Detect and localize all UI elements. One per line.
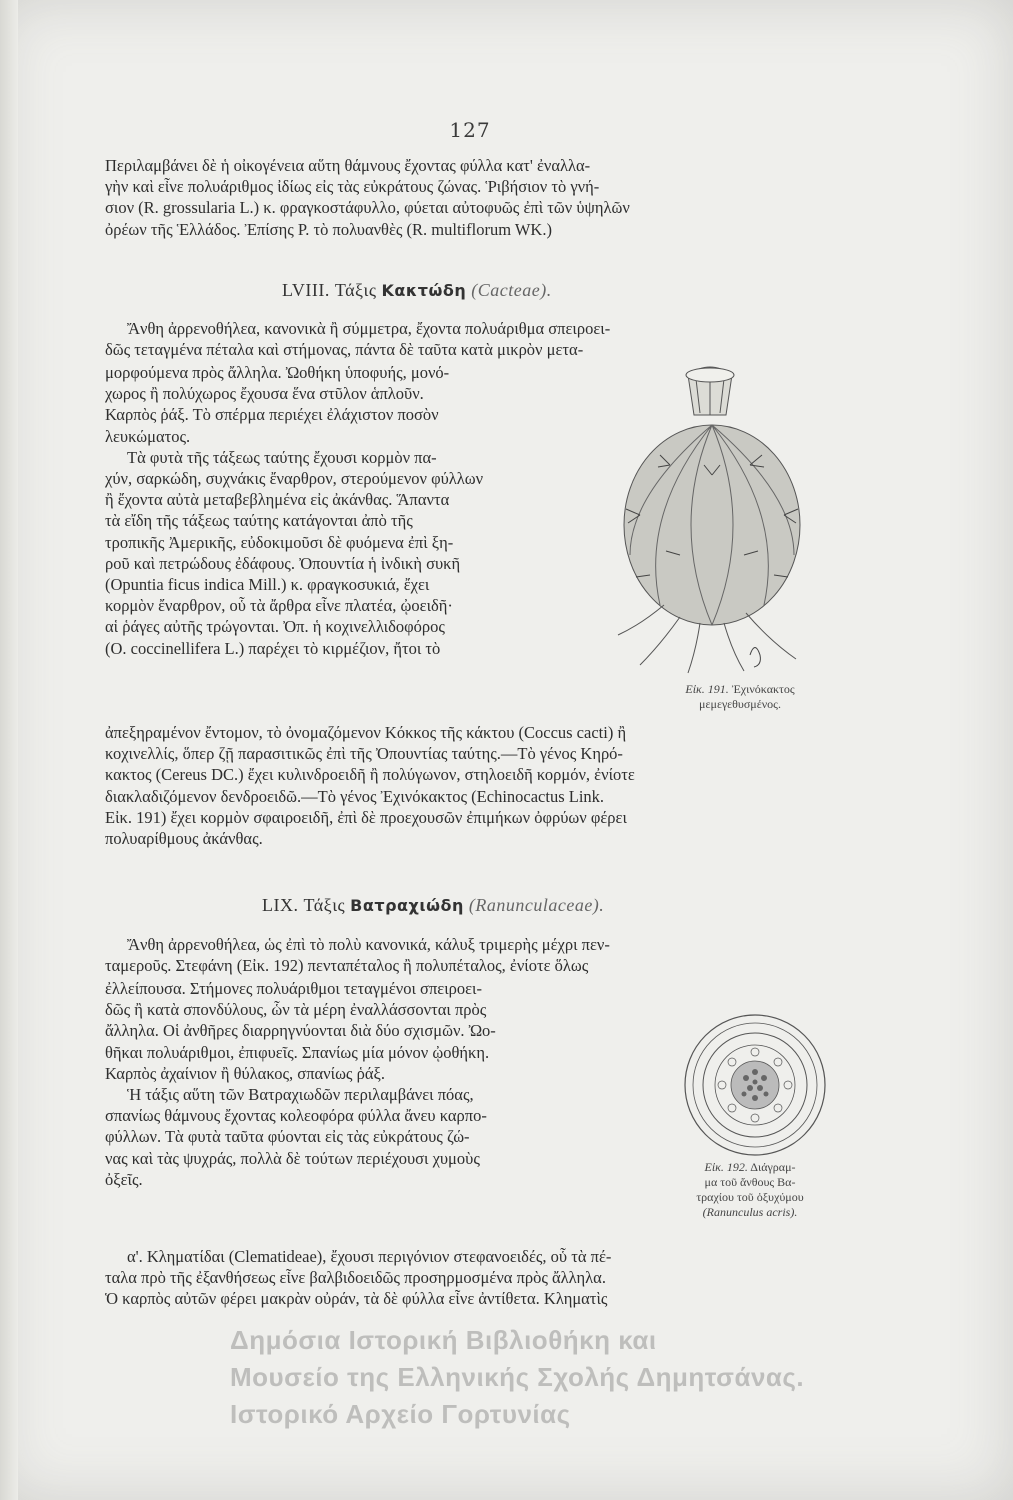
caption-text: Διάγραμ- [750, 1160, 796, 1174]
text-line: νας καὶ τὰς ψυχράς, πολλὰ δὲ τούτων περιέχουσι χυμοὺς [105, 1148, 480, 1168]
section-number: LIX. Τάξις [262, 895, 346, 915]
cacteae-column [105, 362, 575, 659]
text-line: ἐλλείπουσα. Στήμονες πολυάριθμοι τεταγμένοι σπειροει- [105, 979, 482, 998]
text-line: Καρπὸς ἀχαίνιον ἢ θύλακος, σπανίως ῥάξ. [105, 1063, 385, 1083]
library-watermark-line: Μουσείο της Ελληνικής Σχολής Δημητσάνας. [230, 1362, 805, 1392]
text-line: Καρπὸς ῥάξ. Τὸ σπέρμα περιέχει ἐλάχιστον ποσὸν [105, 405, 439, 425]
text-line: Ἄνθη ἀρρενοθήλεα, ὡς ἐπὶ τὸ πολὺ κανονικά, κάλυξ τριμερὴς μέχρι πεν- [127, 935, 610, 954]
text-line: ὀρέων τῆς Ἑλλάδος. Ἐπίσης Ρ. τὸ πολυανθὲς (R. multiflorum WK.) [105, 219, 552, 239]
text-line: σιον (R. grossularia L.) κ. φραγκοστάφυλλο, φύεται αὐτοφυῶς ἐπὶ τῶν ὑψηλῶν [105, 198, 630, 218]
echinocactus-illustration [600, 355, 825, 675]
section-heading-ranunculaceae [262, 895, 604, 916]
caption-text: Ἐχινόκακτος [731, 682, 795, 696]
text-line: χωρος ἢ πολύχωρος ἔχουσα ἕνα στῦλον ἁπλοῦν. [105, 384, 424, 404]
text-line: (Opuntia ficus indica Mill.) κ. φραγκοσυκιά, ἔχει [105, 575, 430, 595]
section-latin: (Cacteae). [471, 280, 552, 300]
section-number: LVIII. Τάξις [282, 280, 377, 300]
figure-label: Εἰκ. 191. [685, 682, 729, 696]
cacteae-continuation [105, 722, 840, 849]
caption-text: τραχίου τοῦ ὀξυχύμου [696, 1190, 804, 1204]
text-line: δῶς τεταγμένα πέταλα καὶ στήμονας, πάντα δὲ ταῦτα κατὰ μικρὸν μετα- [105, 340, 584, 360]
text-line: ροῦ καὶ πετρώδους ἐδάφους. Ὀπουντία ἡ ἰνδικὴ συκῆ [105, 553, 461, 573]
ranunculaceae-intro [105, 934, 840, 976]
text-line: γὴν καὶ εἶνε πολυάριθμος ἰδίως εἰς τὰς εὐκράτους ζώνας. Ῥιβήσιον τὸ γνή- [105, 177, 600, 197]
text-line: τὰ εἴδη τῆς τάξεως ταύτης κατάγονται ἀπὸ τῆς [105, 511, 413, 531]
text-line: Τὰ φυτὰ τῆς τάξεως ταύτης ἔχουσι κορμὸν πα- [127, 447, 437, 467]
text-line: διακλαδιζόμενον δενδροειδῶ.—Τὸ γένος Ἐχινόκακτος (Echinocactus Link. [105, 786, 605, 806]
caption-text: (Ranunculus acris). [702, 1205, 798, 1219]
caption-text: μα τοῦ ἄνθους Βα- [704, 1175, 796, 1189]
text-line: Εἰκ. 191) ἔχει κορμὸν σφαιροειδῆ, ἐπὶ δὲ προεχουσῶν ἐπιμήκων ὀφρύων φέρει [105, 807, 627, 827]
section-title: Κακτώδη [381, 281, 467, 300]
text-line: μορφούμενα πρὸς ἄλληλα. Ὠοθήκη ὑποφυής, μονό- [105, 363, 450, 382]
top-paragraph [105, 155, 840, 240]
text-line: φύλλων. Τὰ φυτὰ ταῦτα φύονται εἰς τὰς εὐκράτους ζώ- [105, 1127, 470, 1147]
caption-text: μεμεγεθυσμένος. [699, 697, 781, 711]
text-line: (O. coccinellifera L.) παρέχει τὸ κιρμέζιον, ἤτοι τὸ [105, 638, 441, 658]
text-line: πολυαρίθμους ἀκάνθας. [105, 829, 263, 849]
text-line: δῶς ἢ κατὰ σπονδύλους, ὧν τὰ μέρη ἐναλλάσσονται πρὸς [105, 1000, 487, 1020]
text-line: σπανίως θάμνους ἔχοντας κολεοφόρα φύλλα ἄνευ καρπο- [105, 1106, 487, 1126]
library-watermark-line: Ιστορικό Αρχείο Γορτυνίας [230, 1399, 571, 1429]
text-line: ἄλληλα. Οἱ ἀνθῆρες διαρρηγνύονται διὰ δύο σχισμῶν. Ὠο- [105, 1021, 496, 1041]
text-line: Περιλαμβάνει δὲ ἡ οἰκογένεια αὕτη θάμνους ἔχοντας φύλλα κατ' ἐναλλα- [105, 156, 591, 175]
section-title: Βατραχιώδη [350, 896, 464, 915]
floral-diagram-illustration [680, 1010, 830, 1160]
text-line: ἀπεξηραμένον ἔντομον, τὸ ὀνομαζόμενον Κόκκος τῆς κάκτου (Coccus cacti) ἢ [105, 723, 627, 742]
page-edge [0, 0, 18, 1500]
text-line: α'. Κληματίδαι (Clematideae), ἔχουσι περιγόνιον στεφανοειδές, οὗ τὰ πέ- [127, 1247, 612, 1266]
text-line: ἢ ἔχοντα αὐτὰ μεταβεβλημένα εἰς ἀκάνθας. Ἅπαντα [105, 490, 450, 510]
text-line: ταλα πρὸ τῆς ἐξανθήσεως εἶνε βαλβιδοειδῶς προσηρμοσμένα πρὸς ἄλληλα. [105, 1268, 606, 1288]
text-line: κοχινελλίς, ὅπερ ζῇ παρασιτικῶς ἐπὶ τῆς Ὀπουντίας ταύτης.—Τὸ γένος Κηρό- [105, 744, 623, 764]
figure-191-caption [630, 682, 850, 712]
ranunculaceae-column [105, 978, 650, 1190]
text-line: ὀξεῖς. [105, 1169, 143, 1189]
section-heading-cacteae [282, 280, 552, 301]
text-line: χύν, σαρκώδη, συχνάκις ἔναρθρον, στερούμενον φύλλων [105, 469, 484, 489]
figure-label: Εἰκ. 192. [704, 1160, 748, 1174]
page-number: 127 [449, 118, 491, 142]
text-line: αἱ ῥάγες αὐτῆς τρώγονται. Ὀπ. ἡ κοχινελλιδοφόρος [105, 617, 445, 637]
text-line: Ὁ καρπὸς αὐτῶν φέρει μακρὰν οὐράν, τὰ δὲ φύλλα εἶνε ἀντίθετα. Κληματὶς [105, 1289, 608, 1309]
text-line: τροπικῆς Ἀμερικῆς, εὐδοκιμοῦσι δὲ φυόμενα ἐπὶ ξη- [105, 532, 454, 552]
text-line: θῆκαι πολυάριθμοι, ἐπιφυεῖς. Σπανίως μία μόνον ᾠοθήκη. [105, 1042, 490, 1062]
section-latin: (Ranunculaceae). [468, 895, 605, 915]
text-line: λευκώματος. [105, 426, 191, 446]
text-line: Ἄνθη ἀρρενοθήλεα, κανονικὰ ἢ σύμμετρα, ἔχοντα πολυάριθμα σπειροει- [127, 319, 611, 338]
text-line: κορμὸν ἔναρθρον, οὗ τὰ ἄρθρα εἶνε πλατέα, ᾠοειδῆ· [105, 596, 453, 616]
text-line: ταμεροῦς. Στεφάνη (Εἰκ. 192) πενταπέταλος ἢ πολυπέταλος, ἐνίοτε ὅλως [105, 956, 589, 976]
library-watermark-line: Δημόσια Ιστορική Βιβλιοθήκη και [230, 1325, 657, 1355]
figure-192-caption [660, 1160, 840, 1220]
text-line: κακτος (Cereus DC.) ἔχει κυλινδροειδῆ ἢ πολύγωνον, στηλοειδῆ κορμόν, ἐνίοτε [105, 765, 635, 785]
text-line: Ἡ τάξις αὕτη τῶν Βατραχιωδῶν περιλαμβάνει πόας, [127, 1085, 474, 1105]
bottom-paragraph [105, 1246, 840, 1310]
